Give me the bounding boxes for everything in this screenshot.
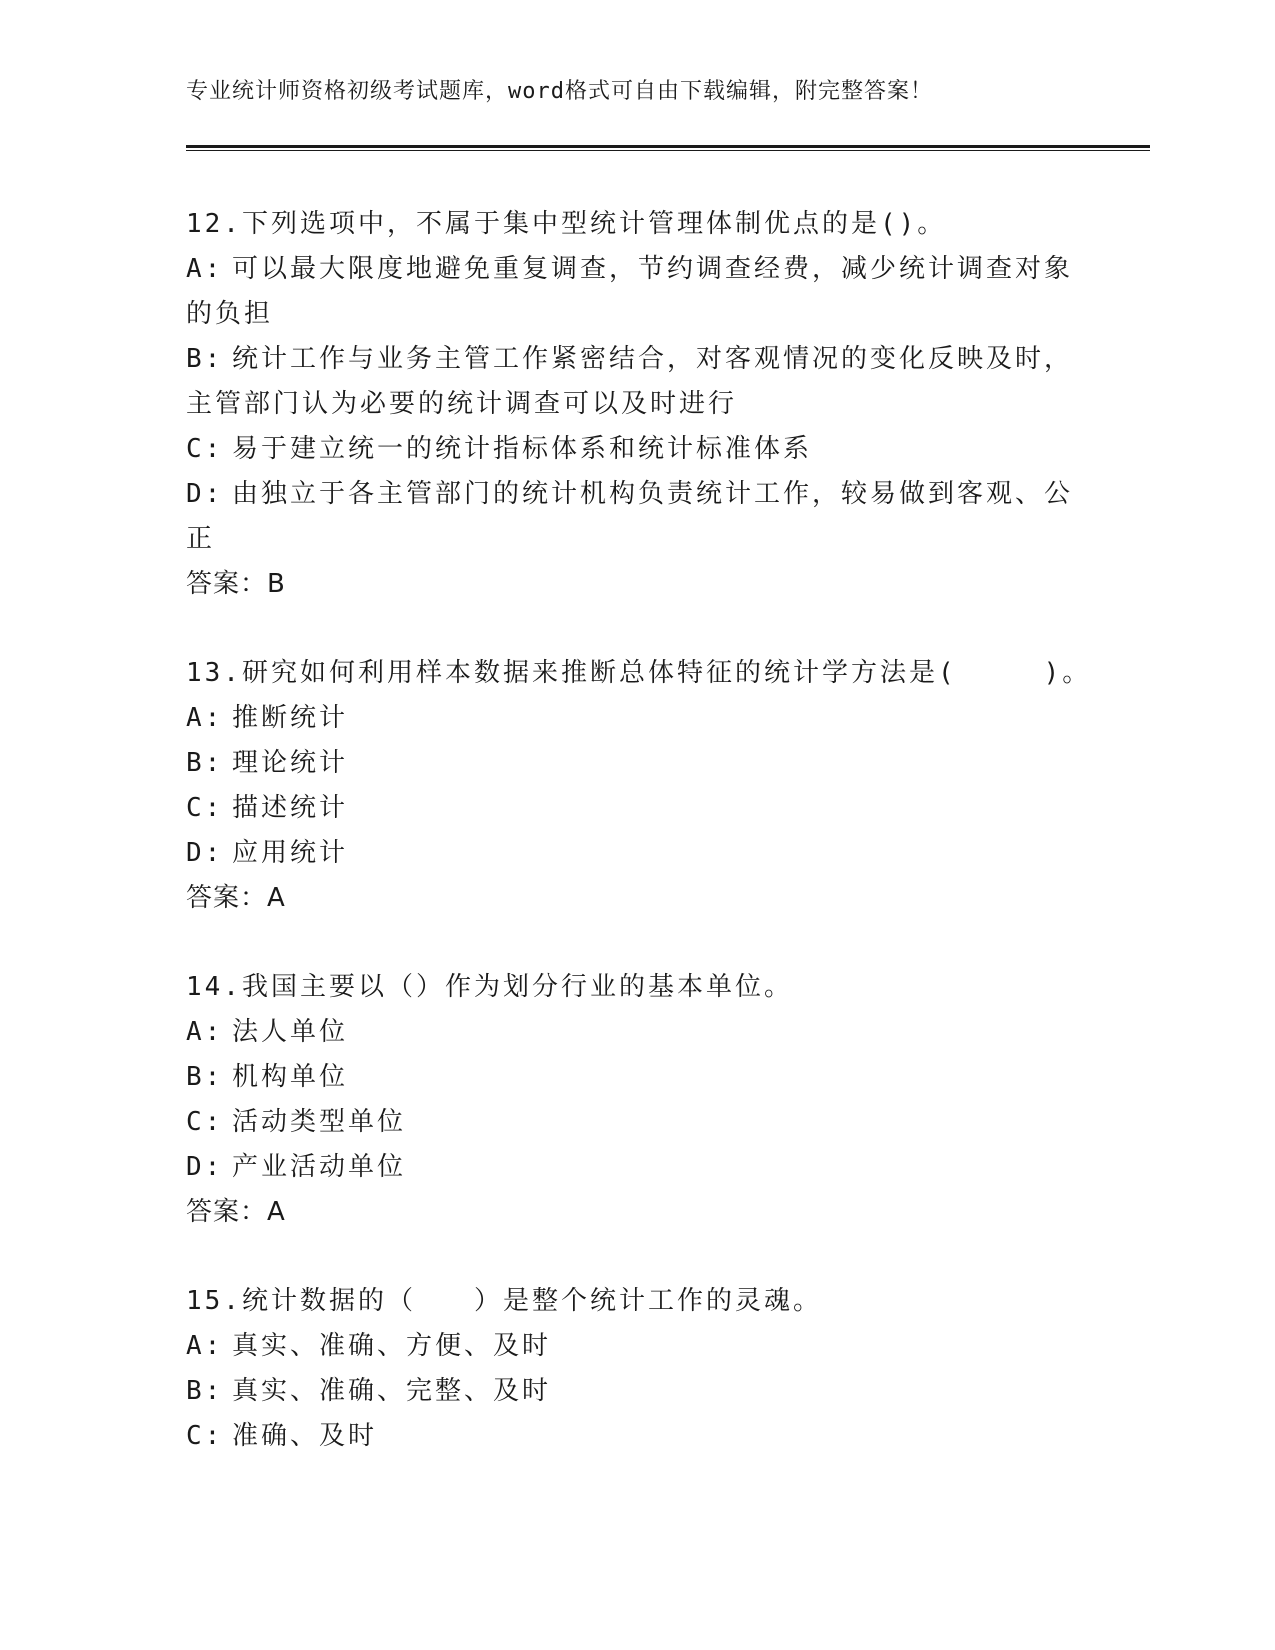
option-text: 真实、准确、方便、及时	[232, 1331, 552, 1361]
option-text: 产业活动单位	[232, 1152, 407, 1182]
question-block	[186, 1279, 1066, 1459]
option-continuation-line	[186, 292, 1066, 337]
option-text: 法人单位	[232, 1017, 349, 1047]
option-text: 活动类型单位	[232, 1107, 407, 1137]
option-key: A:	[186, 1017, 224, 1047]
option-line	[186, 1369, 1066, 1414]
option-text: 真实、准确、完整、及时	[232, 1376, 552, 1406]
option-text: 准确、及时	[232, 1421, 378, 1451]
option-key: B:	[186, 344, 224, 374]
option-line	[186, 1324, 1066, 1369]
option-text: 统计工作与业务主管工作紧密结合，对客观情况的变化反映及时，	[232, 344, 1074, 374]
option-line	[186, 1145, 1066, 1190]
option-key: A:	[186, 1331, 224, 1361]
option-line	[186, 696, 1066, 741]
question-stem: 13.研究如何利用样本数据来推断总体特征的统计学方法是( )。	[186, 658, 1092, 688]
option-key: C:	[186, 1421, 224, 1451]
option-text: 应用统计	[232, 838, 349, 868]
option-key: D:	[186, 479, 224, 509]
header-note: 专业统计师资格初级考试题库，word格式可自由下载编辑，附完整答案！	[186, 79, 933, 104]
question-block	[186, 965, 1066, 1235]
answer-line: 答案：A	[186, 1197, 286, 1227]
option-line	[186, 337, 1074, 382]
option-key: A:	[186, 254, 224, 284]
option-key: A:	[186, 703, 224, 733]
header-rule-thick	[186, 145, 1150, 148]
option-line	[186, 247, 1074, 292]
question-list	[186, 202, 1092, 1503]
option-line	[186, 831, 1066, 876]
option-continuation-line	[186, 382, 1066, 427]
option-text: 正	[186, 524, 216, 554]
option-text: 易于建立统一的统计指标体系和统计标准体系	[232, 434, 813, 464]
option-text: 机构单位	[232, 1062, 349, 1092]
question-block	[186, 651, 1092, 921]
option-line	[186, 1414, 1066, 1459]
option-text: 推断统计	[232, 703, 349, 733]
option-line	[186, 1100, 1066, 1145]
option-key: C:	[186, 793, 224, 823]
answer-line: 答案：A	[186, 883, 286, 913]
answer-line: 答案：B	[186, 569, 286, 599]
option-continuation-line	[186, 517, 1066, 562]
option-key: B:	[186, 1062, 224, 1092]
option-text: 主管部门认为必要的统计调查可以及时进行	[186, 389, 738, 419]
option-text: 由独立于各主管部门的统计机构负责统计工作，较易做到客观、公	[232, 479, 1074, 509]
option-line	[186, 1010, 1066, 1055]
question-stem: 14.我国主要以（）作为划分行业的基本单位。	[186, 972, 793, 1002]
option-key: D:	[186, 838, 224, 868]
option-key: B:	[186, 1376, 224, 1406]
option-text: 理论统计	[232, 748, 349, 778]
option-line	[186, 427, 1066, 472]
option-line	[186, 786, 1066, 831]
option-key: B:	[186, 748, 224, 778]
option-key: C:	[186, 1107, 224, 1137]
option-line	[186, 1055, 1066, 1100]
option-line	[186, 741, 1066, 786]
option-key: C:	[186, 434, 224, 464]
question-stem: 12.下列选项中，不属于集中型统计管理体制优点的是()。	[186, 209, 947, 239]
question-block	[186, 202, 1074, 607]
option-text: 的负担	[186, 299, 274, 329]
option-text: 可以最大限度地避免重复调查，节约调查经费，减少统计调查对象	[232, 254, 1074, 284]
header-rule-thin	[186, 150, 1150, 151]
option-text: 描述统计	[232, 793, 349, 823]
option-line	[186, 472, 1074, 517]
option-key: D:	[186, 1152, 224, 1182]
question-stem: 15.统计数据的（ ）是整个统计工作的灵魂。	[186, 1286, 822, 1316]
